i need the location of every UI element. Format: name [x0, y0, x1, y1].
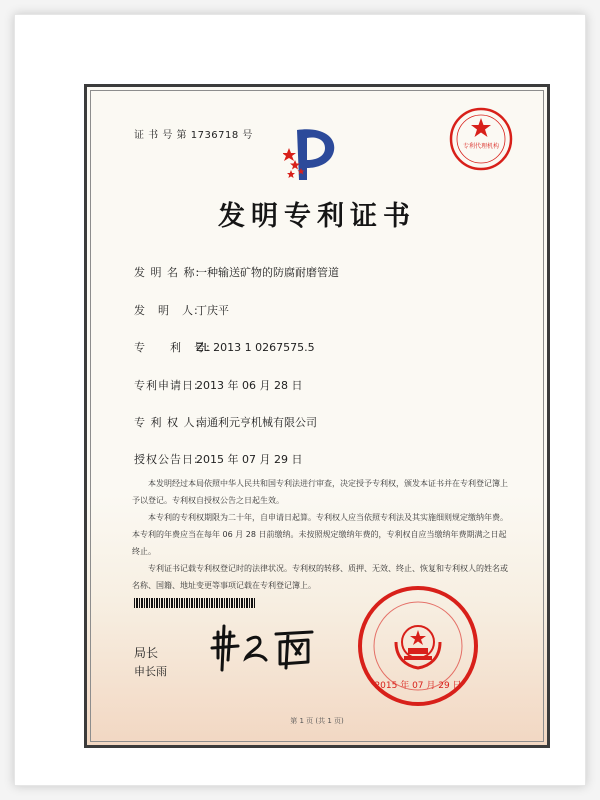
field-patent-number — [134, 339, 315, 355]
field-label: 专 利 号: — [134, 341, 211, 354]
national-emblem-seal-icon — [356, 584, 480, 708]
field-grant-date — [134, 451, 302, 467]
signature-icon — [204, 618, 324, 678]
patent-certificate — [84, 84, 550, 748]
certificate-title: 发明专利证书 — [218, 201, 416, 232]
field-invention-name — [134, 264, 339, 280]
page-number: 第 1 页 (共 1 页) — [290, 717, 344, 725]
field-patentee — [134, 414, 317, 430]
field-label: 专 利 权 人: — [134, 416, 201, 429]
field-label: 发 明 名 称: — [134, 266, 201, 279]
field-value: 2015 年 07 月 29 日 — [196, 453, 303, 466]
field-value: ZL 2013 1 0267575.5 — [196, 341, 315, 354]
body-paragraph: 本专利的专利权期限为二十年，自申请日起算。专利权人应当依照专利法及其实施细则规定缴纳年费。本专利的年费应当在每年 06 月 28 日前缴纳。未按照规定缴纳年费的，专利权自应当缴纳年费期满之日起终止。 — [132, 513, 508, 556]
director-title: 局长 — [134, 646, 159, 660]
office-seal-text: 专利代理机构 — [462, 143, 500, 150]
office-seal-icon — [448, 106, 514, 172]
barcode-icon — [134, 598, 256, 608]
body-paragraph: 专利证书记载专利权登记时的法律状况。专利权的转移、质押、无效、终止、恢复和专利权人的姓名或名称、国籍、地址变更等事项记载在专利登记簿上。 — [132, 564, 508, 590]
certificate-number: 证 书 号 第 1736718 号 — [134, 130, 253, 141]
director-name: 申长雨 — [134, 665, 167, 678]
certificate-body — [132, 475, 512, 594]
field-value: 南通利元亨机械有限公司 — [196, 416, 317, 429]
field-value: 丁庆平 — [196, 304, 229, 317]
seal-date: 2015 年 07 月 29 日 — [374, 681, 462, 691]
field-value: 一种输送矿物的防腐耐磨管道 — [196, 266, 339, 279]
field-inventor — [134, 302, 229, 318]
field-value: 2013 年 06 月 28 日 — [196, 379, 303, 392]
picture-frame — [14, 14, 586, 786]
field-label: 发 明 人: — [134, 304, 199, 317]
field-label: 专利申请日: — [134, 379, 199, 392]
body-paragraph: 本发明经过本局依照中华人民共和国专利法进行审查，决定授予专利权，颁发本证书并在专利登记簿上予以登记。专利权自授权公告之日起生效。 — [132, 479, 508, 505]
field-label: 授权公告日: — [134, 453, 199, 466]
field-filing-date — [134, 377, 302, 393]
sipo-logo-icon — [283, 124, 345, 182]
